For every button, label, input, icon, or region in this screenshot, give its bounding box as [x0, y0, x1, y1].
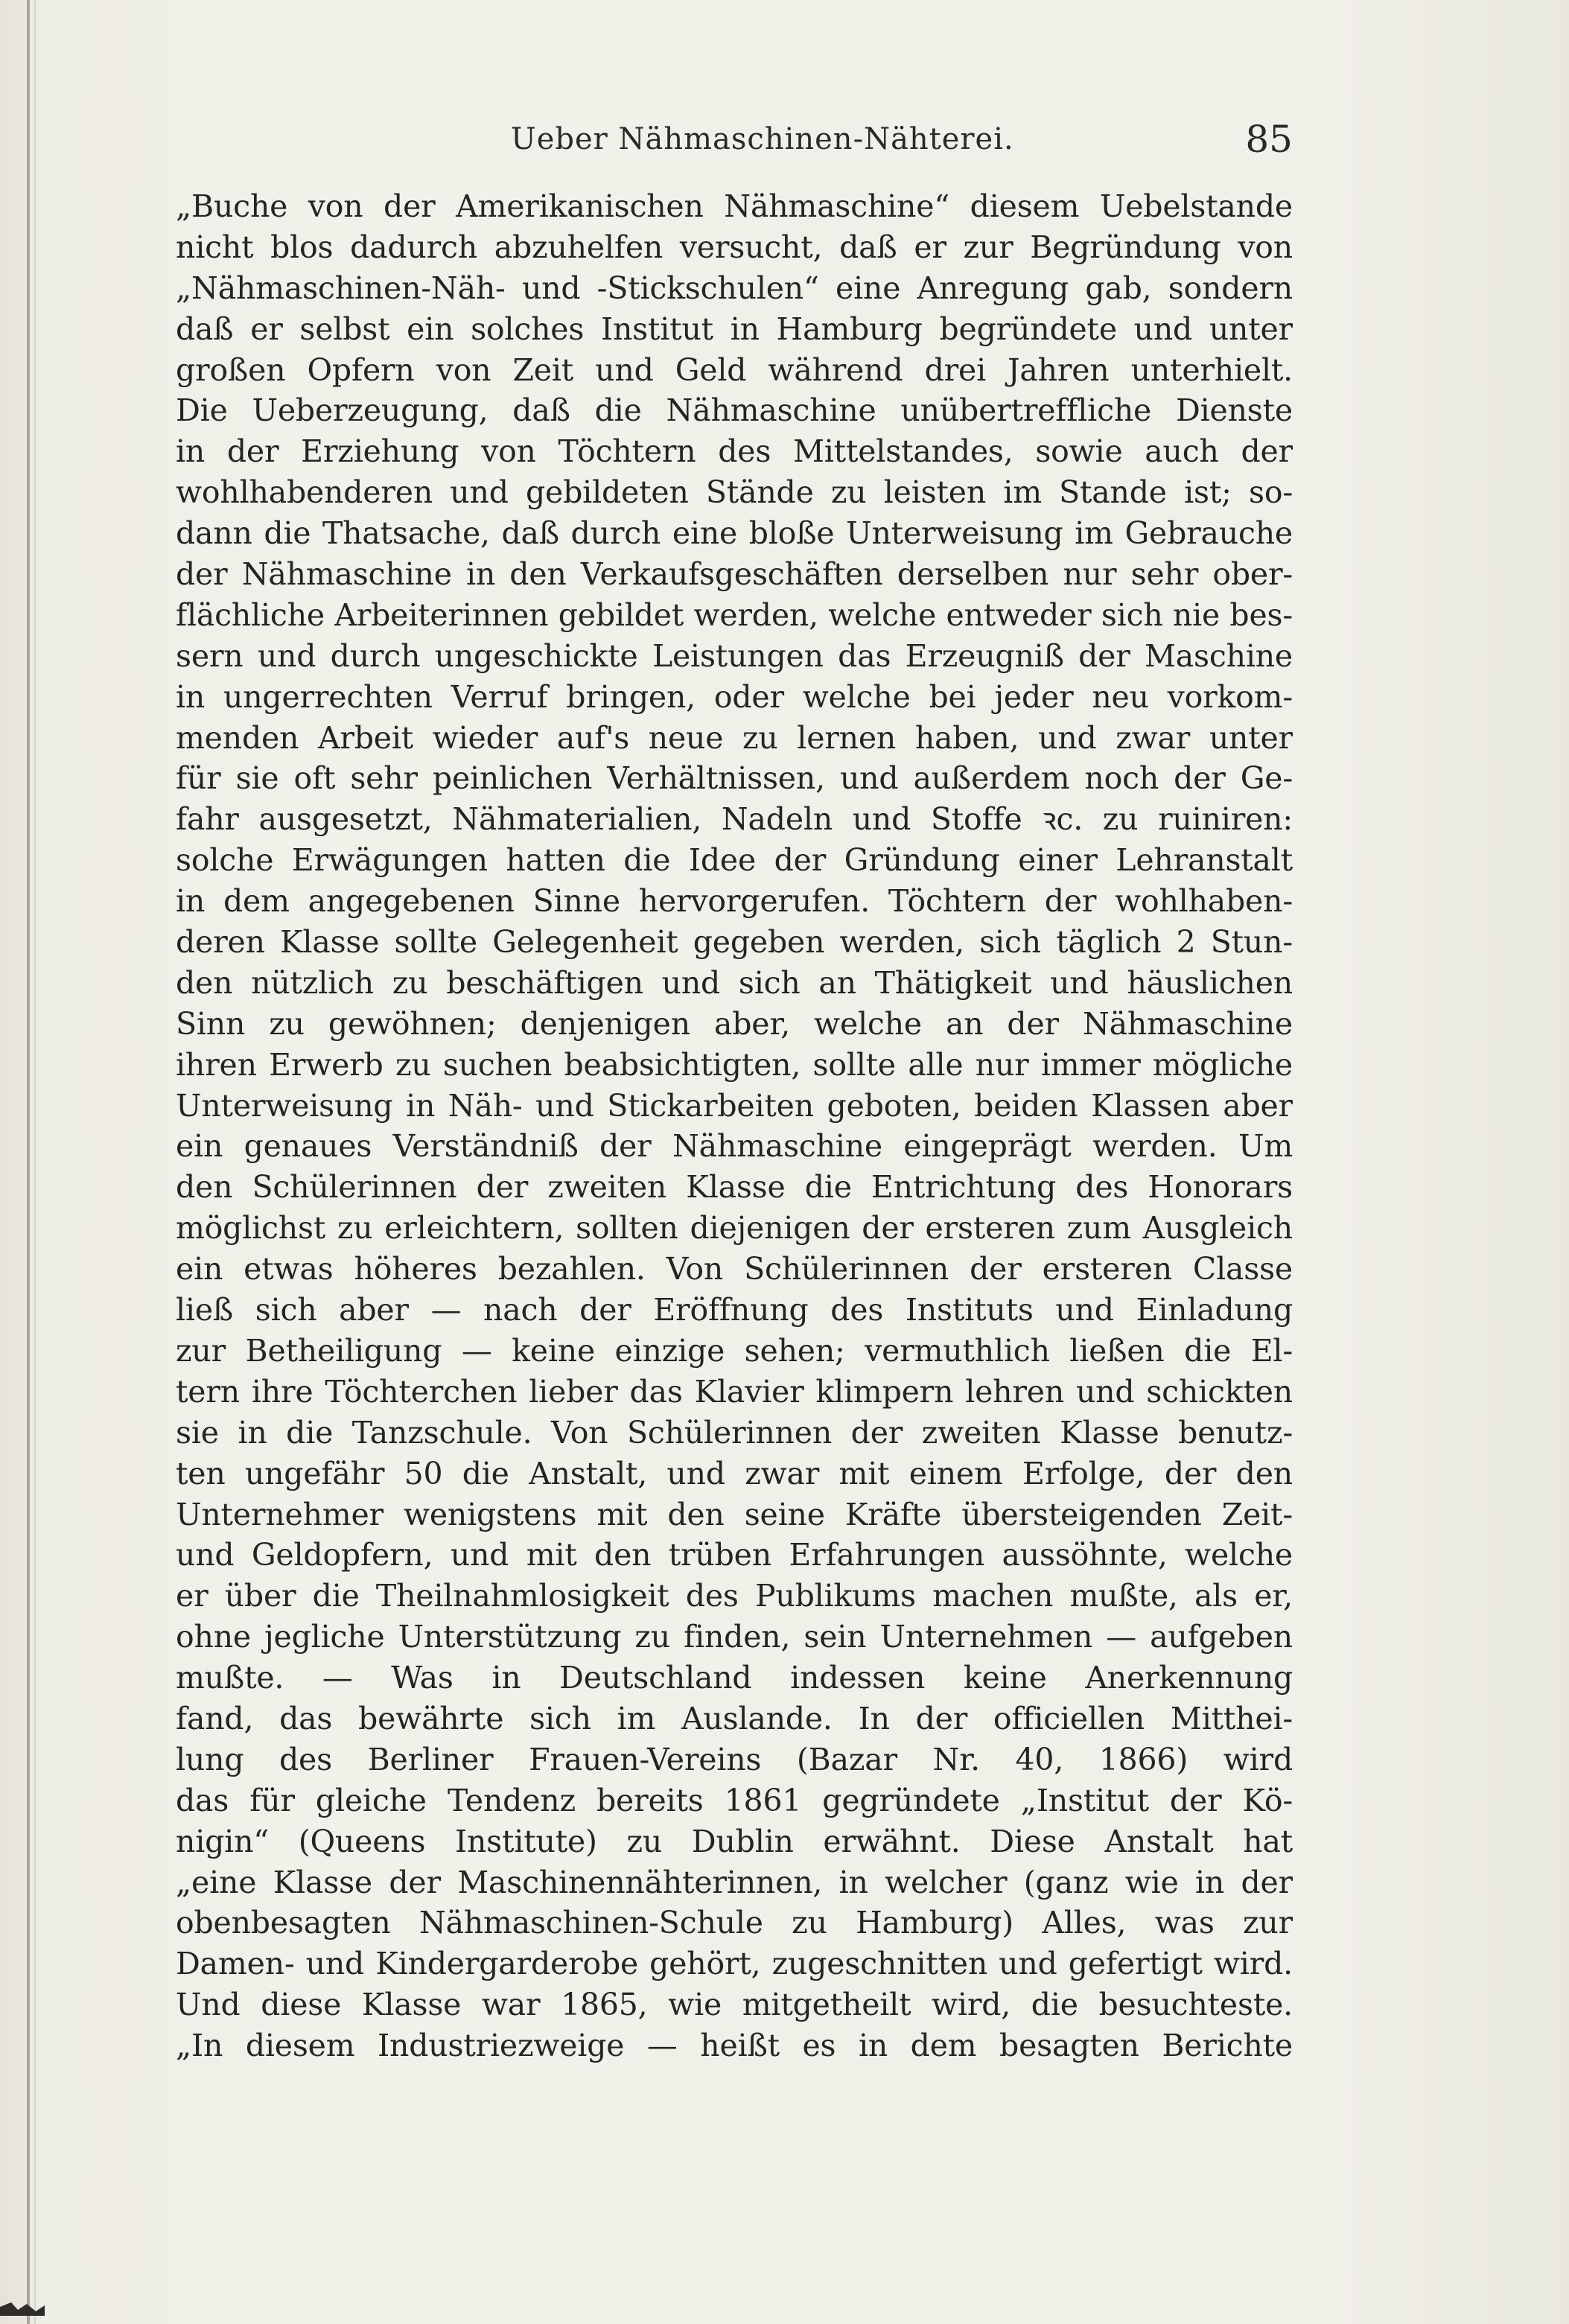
text-line: großen Opfern von Zeit und Geld während drei Jahren unterhielt.: [176, 351, 1293, 388]
text-line: den nützlich zu beschäftigen und sich an Thätigkeit und häuslichen: [176, 964, 1293, 1001]
text-line: ohne jegliche Unterstützung zu finden, sein Unternehmen — aufgeben: [176, 1619, 1293, 1655]
text-line: Unternehmer wenigstens mit den seine Kräfte übersteigenden Zeit-: [176, 1496, 1293, 1532]
text-line: Die Ueberzeugung, daß die Nähmaschine unübertreffliche Dienste: [176, 392, 1293, 429]
text-line: sern und durch ungeschickte Leistungen das Erzeugniß der Maschine: [176, 637, 1293, 674]
text-line: ihren Erwerb zu suchen beabsichtigten, sollte alle nur immer mögliche: [176, 1046, 1293, 1083]
text-line: „In diesem Industriezweige — heißt es in dem besagten Berichte: [176, 2028, 1293, 2064]
text-line: menden Arbeit wieder auf's neue zu lernen haben, und zwar unter: [176, 719, 1293, 756]
text-line: flächliche Arbeiterinnen gebildet werden, welche entweder sich nie bes-: [176, 596, 1293, 633]
scan-corner-artifact: [0, 2301, 45, 2316]
text-line: „eine Klasse der Maschinennähterinnen, in welcher (ganz wie in der: [176, 1864, 1293, 1900]
text-line: er über die Theilnahmlosigkeit des Publikums machen mußte, als er,: [176, 1578, 1293, 1614]
text-line: tern ihre Töchterchen lieber das Klavier klimpern lehren und schickten: [176, 1373, 1293, 1410]
text-line: obenbesagten Nähmaschinen-Schule zu Hamburg) Alles, was zur: [176, 1905, 1293, 1941]
text-line: in dem angegebenen Sinne hervorgerufen. Töchtern der wohlhaben-: [176, 883, 1293, 920]
text-line: in der Erziehung von Töchtern des Mittelstandes, sowie auch der: [176, 433, 1293, 470]
text-line: ließ sich aber — nach der Eröffnung des Instituts und Einladung: [176, 1292, 1293, 1328]
text-line: ein etwas höheres bezahlen. Von Schülerinnen der ersteren Classe: [176, 1251, 1293, 1287]
text-line: daß er selbst ein solches Institut in Hamburg begründete und unter: [176, 311, 1293, 347]
text-line: Damen- und Kindergarderobe gehört, zugeschnitten und gefertigt wird.: [176, 1946, 1293, 1982]
body-text: [176, 186, 1293, 2066]
text-line: mußte. — Was in Deutschland indessen keine Anerkennung: [176, 1660, 1293, 1696]
text-line: dann die Thatsache, daß durch eine bloße Unterweisung im Gebrauche: [176, 515, 1293, 552]
page-header: [176, 118, 1293, 170]
text-line: möglichst zu erleichtern, sollten diejenigen der ersteren zum Ausgleich: [176, 1210, 1293, 1247]
text-line: wohlhabenderen und gebildeten Stände zu leisten im Stande ist; so-: [176, 474, 1293, 511]
text-line: Unterweisung in Näh- und Stickarbeiten geboten, beiden Klassen aber: [176, 1087, 1293, 1124]
text-line: sie in die Tanzschule. Von Schülerinnen der zweiten Klasse benutz-: [176, 1414, 1293, 1451]
page-number: 85: [1245, 118, 1293, 161]
text-line: solche Erwägungen hatten die Idee der Gründung einer Lehranstalt: [176, 842, 1293, 879]
text-line: „Nähmaschinen-Näh- und -Stickschulen“ eine Anregung gab, sondern: [176, 270, 1293, 306]
text-line: ten ungefähr 50 die Anstalt, und zwar mit einem Erfolge, der den: [176, 1455, 1293, 1492]
text-line: der Nähmaschine in den Verkaufsgeschäften derselben nur sehr ober-: [176, 556, 1293, 593]
text-line: zur Betheiligung — keine einzige sehen; vermuthlich ließen die El-: [176, 1332, 1293, 1369]
gutter-line: [27, 0, 30, 2324]
text-line: in ungerrechten Verruf bringen, oder welche bei jeder neu vorkom-: [176, 678, 1293, 715]
text-line: den Schülerinnen der zweiten Klasse die Entrichtung des Honorars: [176, 1169, 1293, 1206]
text-line: lung des Berliner Frauen-Vereins (Bazar Nr. 40, 1866) wird: [176, 1741, 1293, 1777]
gutter-shadow: [34, 0, 36, 2324]
running-title: Ueber Nähmaschinen-Nähterei.: [511, 122, 1014, 156]
text-line: fahr ausgesetzt, Nähmaterialien, Nadeln und Stoffe ꝛc. zu ruiniren:: [176, 801, 1293, 838]
text-line: „Buche von der Amerikanischen Nähmaschine“ diesem Uebelstande: [176, 188, 1293, 224]
text-line: fand, das bewährte sich im Auslande. In der officiellen Mitthei-: [176, 1700, 1293, 1736]
text-line: Sinn zu gewöhnen; denjenigen aber, welche an der Nähmaschine: [176, 1005, 1293, 1042]
text-line: deren Klasse sollte Gelegenheit gegeben werden, sich täglich 2 Stun-: [176, 924, 1293, 961]
text-line: das für gleiche Tendenz bereits 1861 gegründete „Institut der Kö-: [176, 1782, 1293, 1818]
text-line: nicht blos dadurch abzuhelfen versucht, daß er zur Begründung von: [176, 229, 1293, 265]
text-line: und Geldopfern, und mit den trüben Erfahrungen aussöhnte, welche: [176, 1537, 1293, 1573]
text-line: Und diese Klasse war 1865, wie mitgetheilt wird, die besuchteste.: [176, 1987, 1293, 2023]
text-line: nigin“ (Queens Institute) zu Dublin erwähnt. Diese Anstalt hat: [176, 1823, 1293, 1859]
text-line: für sie oft sehr peinlichen Verhältnissen, und außerdem noch der Ge-: [176, 760, 1293, 797]
text-line: ein genaues Verständniß der Nähmaschine eingeprägt werden. Um: [176, 1128, 1293, 1165]
